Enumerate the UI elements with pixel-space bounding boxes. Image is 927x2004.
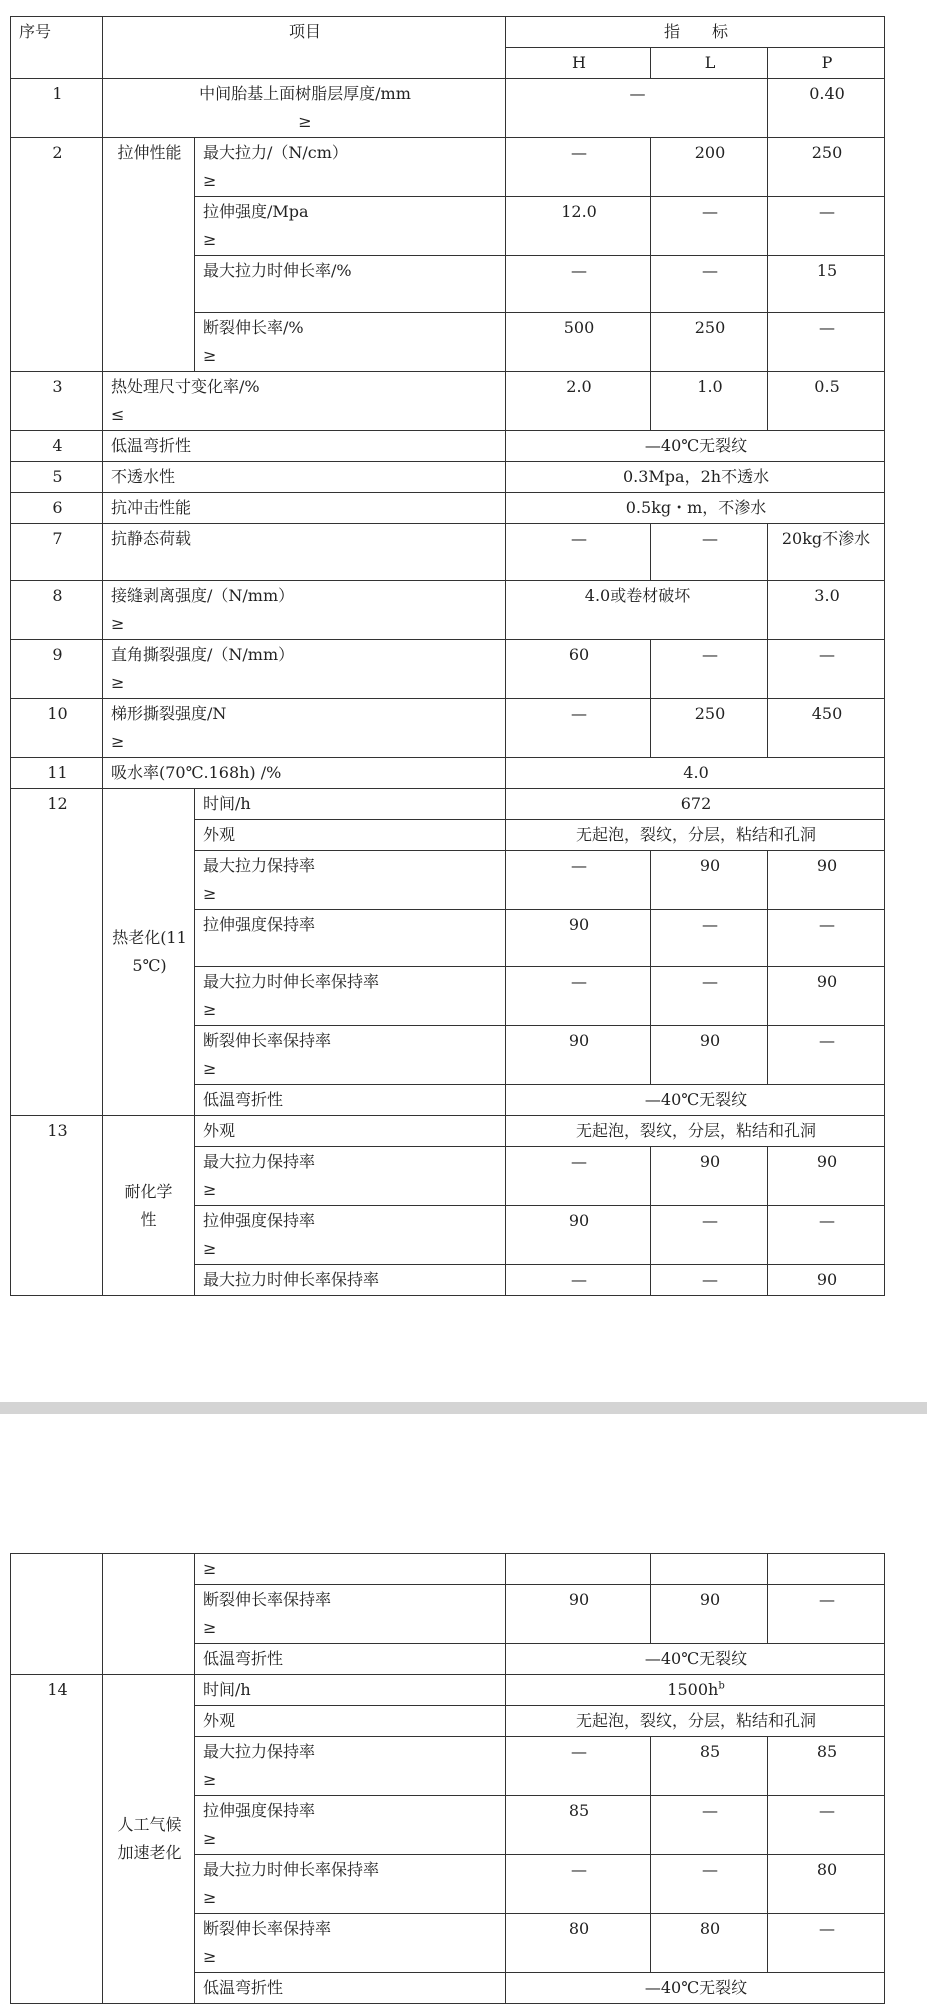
value-h: — bbox=[506, 699, 651, 758]
row-item: 外观 bbox=[195, 1116, 506, 1147]
row-item: 抗冲击性能 bbox=[103, 493, 506, 524]
value-h: 80 bbox=[506, 1914, 651, 1973]
table-row bbox=[11, 462, 885, 493]
row-item: 低温弯折性 bbox=[195, 1973, 506, 2004]
page-separator bbox=[0, 1402, 927, 1414]
value-l: 200 bbox=[651, 138, 768, 197]
value-hl: 4.0或卷材破坏 bbox=[506, 581, 768, 640]
row-item: 时间/h bbox=[195, 789, 506, 820]
value-l: — bbox=[651, 1796, 768, 1855]
value-l: 90 bbox=[651, 851, 768, 910]
value-all: —40℃无裂纹 bbox=[506, 431, 885, 462]
value-p: — bbox=[768, 640, 885, 699]
row-item: 最大拉力保持率 ≥ bbox=[195, 1147, 506, 1206]
row-group: 热老化(115℃) bbox=[103, 789, 195, 1116]
row-item: 最大拉力时伸长率保持率 bbox=[195, 1265, 506, 1296]
value-p: 90 bbox=[768, 851, 885, 910]
row-group: 人工气候加速老化 bbox=[103, 1675, 195, 2004]
row-item: 断裂伸长率保持率 ≥ bbox=[195, 1914, 506, 1973]
row-item: 吸水率(70℃.168h) /% bbox=[103, 758, 506, 789]
value-l: 90 bbox=[651, 1147, 768, 1206]
value-l: 90 bbox=[651, 1026, 768, 1085]
row-item: 梯形撕裂强度/N ≥ bbox=[103, 699, 506, 758]
row-no: 6 bbox=[11, 493, 103, 524]
value-l: — bbox=[651, 967, 768, 1026]
value-h: 12.0 bbox=[506, 197, 651, 256]
row-no: 5 bbox=[11, 462, 103, 493]
value-l: 250 bbox=[651, 313, 768, 372]
row-item: ≥ bbox=[195, 1554, 506, 1585]
value-l: 80 bbox=[651, 1914, 768, 1973]
value-p-empty bbox=[768, 1554, 885, 1585]
value-all: $1500h^b$ bbox=[506, 1675, 885, 1706]
table-row bbox=[11, 431, 885, 462]
table-row bbox=[11, 524, 885, 581]
value-all: 0.3Mpa，2h不透水 bbox=[506, 462, 885, 493]
row-item: 不透水性 bbox=[103, 462, 506, 493]
table-row bbox=[11, 1554, 885, 1585]
value-l: — bbox=[651, 1855, 768, 1914]
row-item: 时间/h bbox=[195, 1675, 506, 1706]
value-h: 2.0 bbox=[506, 372, 651, 431]
table-row bbox=[11, 79, 885, 138]
row-item: 最大拉力保持率 ≥ bbox=[195, 851, 506, 910]
value-l: — bbox=[651, 524, 768, 581]
row-no: 2 bbox=[11, 138, 103, 372]
value-p: — bbox=[768, 313, 885, 372]
row-item: 接缝剥离强度/（N/mm） ≥ bbox=[103, 581, 506, 640]
row-item: 外观 bbox=[195, 1706, 506, 1737]
row-item: 断裂伸长率保持率 ≥ bbox=[195, 1585, 506, 1644]
value-p: 90 bbox=[768, 1147, 885, 1206]
value-p: — bbox=[768, 1914, 885, 1973]
header-col-l: L bbox=[651, 48, 768, 79]
table-row bbox=[11, 138, 885, 197]
row-no: 14 bbox=[11, 1675, 103, 2004]
value-p: — bbox=[768, 1585, 885, 1644]
row-no: 8 bbox=[11, 581, 103, 640]
value-all: 672 bbox=[506, 789, 885, 820]
header-seq: 序号 bbox=[11, 17, 103, 79]
value-all: —40℃无裂纹 bbox=[506, 1085, 885, 1116]
table-row bbox=[11, 758, 885, 789]
row-item: 最大拉力时伸长率保持率 ≥ bbox=[195, 967, 506, 1026]
row-item: 断裂伸长率/% ≥ bbox=[195, 313, 506, 372]
value-h-empty bbox=[506, 1554, 651, 1585]
value-all: 4.0 bbox=[506, 758, 885, 789]
row-item: 抗静态荷载 bbox=[103, 524, 506, 581]
row-item: 低温弯折性 bbox=[195, 1085, 506, 1116]
header-indicator: 指 标 bbox=[506, 17, 885, 48]
row-no: 12 bbox=[11, 789, 103, 1116]
row-no: 11 bbox=[11, 758, 103, 789]
value-l: — bbox=[651, 197, 768, 256]
value-h: 90 bbox=[506, 1585, 651, 1644]
table-row bbox=[11, 640, 885, 699]
row-item: 低温弯折性 bbox=[195, 1644, 506, 1675]
row-item: 拉伸强度保持率 ≥ bbox=[195, 1796, 506, 1855]
value-h: — bbox=[506, 1265, 651, 1296]
value-p: 15 bbox=[768, 256, 885, 313]
row-item: 最大拉力时伸长率/% bbox=[195, 256, 506, 313]
header-row bbox=[11, 17, 885, 48]
value-l: — bbox=[651, 1265, 768, 1296]
value-all: —40℃无裂纹 bbox=[506, 1644, 885, 1675]
value-p: 80 bbox=[768, 1855, 885, 1914]
row-group: 拉伸性能 bbox=[103, 138, 195, 372]
value-l: — bbox=[651, 256, 768, 313]
value-p: — bbox=[768, 1796, 885, 1855]
value-h: — bbox=[506, 138, 651, 197]
value-h: — bbox=[506, 1855, 651, 1914]
value-p: 20kg不渗水 bbox=[768, 524, 885, 581]
row-no: 3 bbox=[11, 372, 103, 431]
row-item: 中间胎基上面树脂层厚度/mm ≥ bbox=[103, 79, 506, 138]
value-p: 90 bbox=[768, 1265, 885, 1296]
table-row bbox=[11, 372, 885, 431]
row-no: 7 bbox=[11, 524, 103, 581]
table-row bbox=[11, 493, 885, 524]
row-group: 耐化学性 bbox=[103, 1116, 195, 1296]
row-item: 最大拉力/（N/cm） ≥ bbox=[195, 138, 506, 197]
value-all: 0.5kg・m，不渗水 bbox=[506, 493, 885, 524]
row-item: 外观 bbox=[195, 820, 506, 851]
row-item: 拉伸强度保持率 bbox=[195, 910, 506, 967]
value-l: — bbox=[651, 910, 768, 967]
row-item: 最大拉力保持率 ≥ bbox=[195, 1737, 506, 1796]
row-item: 最大拉力时伸长率保持率 ≥ bbox=[195, 1855, 506, 1914]
value-h: 90 bbox=[506, 1026, 651, 1085]
value-p: 3.0 bbox=[768, 581, 885, 640]
row-no: 13 bbox=[11, 1116, 103, 1296]
value-p: 0.5 bbox=[768, 372, 885, 431]
value-h: — bbox=[506, 524, 651, 581]
value-h: 60 bbox=[506, 640, 651, 699]
value-h: — bbox=[506, 1147, 651, 1206]
header-col-p: P bbox=[768, 48, 885, 79]
value-h: — bbox=[506, 967, 651, 1026]
value-l: — bbox=[651, 1206, 768, 1265]
row-no: 10 bbox=[11, 699, 103, 758]
header-item: 项目 bbox=[103, 17, 506, 79]
value-l: 85 bbox=[651, 1737, 768, 1796]
value-p: 85 bbox=[768, 1737, 885, 1796]
value-h: — bbox=[506, 851, 651, 910]
table-row bbox=[11, 699, 885, 758]
value-p: — bbox=[768, 197, 885, 256]
header-col-h: H bbox=[506, 48, 651, 79]
value-p: — bbox=[768, 1026, 885, 1085]
row-no: 9 bbox=[11, 640, 103, 699]
value-p: 0.40 bbox=[768, 79, 885, 138]
row-item: 热处理尺寸变化率/% ≤ bbox=[103, 372, 506, 431]
value-h: 85 bbox=[506, 1796, 651, 1855]
row-group-empty bbox=[103, 1554, 195, 1675]
value-p: 450 bbox=[768, 699, 885, 758]
table-row bbox=[11, 1675, 885, 1706]
row-no: 4 bbox=[11, 431, 103, 462]
value-h: 90 bbox=[506, 1206, 651, 1265]
value-l: 90 bbox=[651, 1585, 768, 1644]
value-l: — bbox=[651, 640, 768, 699]
value-all: 无起泡，裂纹，分层，粘结和孔洞 bbox=[506, 820, 885, 851]
value-h: — bbox=[506, 1737, 651, 1796]
value-all: 无起泡，裂纹，分层，粘结和孔洞 bbox=[506, 1706, 885, 1737]
value-p: 90 bbox=[768, 967, 885, 1026]
value-h: 90 bbox=[506, 910, 651, 967]
row-item: 直角撕裂强度/（N/mm） ≥ bbox=[103, 640, 506, 699]
value-p: 250 bbox=[768, 138, 885, 197]
table-row bbox=[11, 581, 885, 640]
value-h: 500 bbox=[506, 313, 651, 372]
table-row bbox=[11, 1116, 885, 1147]
value-p: — bbox=[768, 910, 885, 967]
value-p: — bbox=[768, 1206, 885, 1265]
value-all: 无起泡，裂纹，分层，粘结和孔洞 bbox=[506, 1116, 885, 1147]
row-item: 拉伸强度保持率 ≥ bbox=[195, 1206, 506, 1265]
table-row bbox=[11, 789, 885, 820]
value-l: 1.0 bbox=[651, 372, 768, 431]
row-item: 断裂伸长率保持率 ≥ bbox=[195, 1026, 506, 1085]
footnote-mark: b bbox=[718, 1680, 725, 1692]
value-l: 250 bbox=[651, 699, 768, 758]
value-l-empty bbox=[651, 1554, 768, 1585]
row-no-empty bbox=[11, 1554, 103, 1675]
value-hl: — bbox=[506, 79, 768, 138]
row-item: 低温弯折性 bbox=[103, 431, 506, 462]
spec-table-page-2 bbox=[10, 1553, 885, 2004]
row-no: 1 bbox=[11, 79, 103, 138]
value-all: —40℃无裂纹 bbox=[506, 1973, 885, 2004]
spec-table-page-1 bbox=[10, 16, 885, 1296]
row-item: 拉伸强度/Mpa ≥ bbox=[195, 197, 506, 256]
value-h: — bbox=[506, 256, 651, 313]
